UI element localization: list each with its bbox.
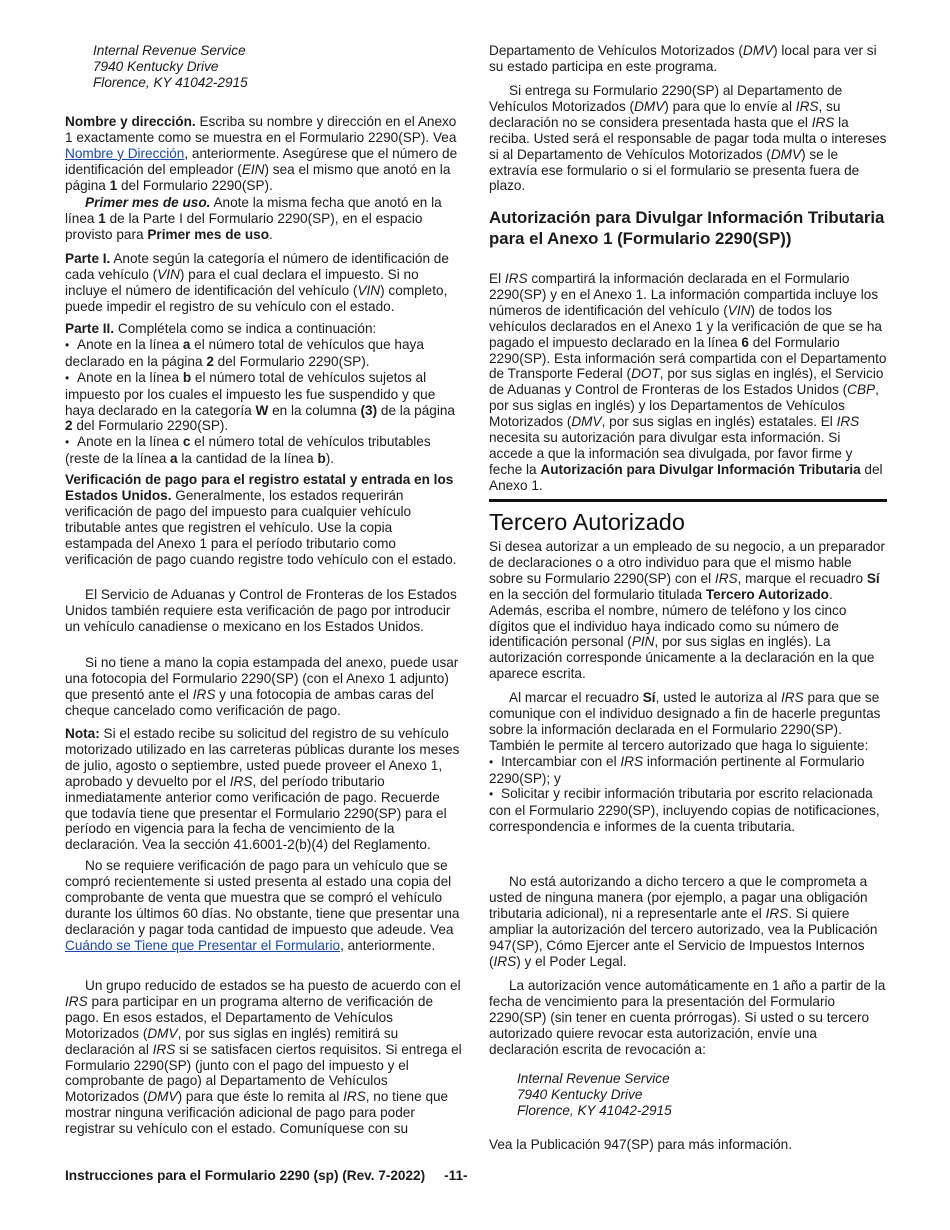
text-run: , marque el recuadro	[737, 570, 867, 586]
text-run: la reciba. Usted será el responsable de pagar toda multa o intereses si al Departamento de Vehículos Motorizados (	[489, 114, 887, 162]
text-run: ) completo, puede impedir el registro de su vehículo con el estado.	[65, 282, 448, 314]
text-run: la cantidad de la línea	[177, 451, 318, 467]
text-run: . Además, escriba el nombre, número de teléfono y los cinco dígitos que el individuo haya indicado como su número de identificación personal (	[489, 586, 847, 650]
text-run: Anote la misma fecha que anotó en la línea	[65, 195, 442, 226]
paragraph-vea-publicacion: Vea la Publicación 947(SP) para más información.	[489, 1137, 792, 1152]
text-run: Si no tiene a mano la copia estampada del anexo, puede usar una fotocopia del Formulario 2290(SP) (con el Anexo 1 adjunto) que presentó ante el	[65, 655, 459, 702]
list-item	[65, 370, 463, 435]
text-run: ) para el cual declara el impuesto. Si no incluye el número de identificación del vehículo (	[65, 266, 419, 298]
text-run: Al marcar el recuadro	[509, 690, 643, 705]
text-run: 6	[741, 334, 749, 350]
text-run: c	[182, 434, 191, 450]
text-run: Generalmente, los estados requerirán verificación de pago del impuesto para cualquier vehículo tributable antes que registren el vehículo. Use la copia estampada del Anexo 1 para el período tributario como verificación de pago cuando registre todo vehículo con el estado.	[65, 487, 457, 567]
text-run: ) sea el mismo que anotó en la página	[65, 161, 451, 193]
page-number: -11-	[444, 1168, 468, 1183]
text-run: compartirá la información declarada en el Formulario 2290(SP) y en el Anexo 1. La información compartida incluye los números de identificación del vehículo (	[489, 271, 879, 318]
list-item	[489, 754, 887, 787]
text-run: del Anexo 1.	[489, 461, 883, 493]
paragraph-aduanas: El Servicio de Aduanas y Control de Fronteras de los Estados Unidos también requiere esta verificación de pago por introducir un vehículo canadiense o mexicano en los Estados Unidos.	[65, 587, 457, 634]
text-run: necesita su autorización para divulgar esta información. Si accede a que la información sea divulgada, por favor firme y feche la	[489, 430, 853, 477]
text-run: , del período tributario inmediatamente anterior como verificación de pago. Recuerde que todavía tiene que presentar el Formulario 2290(SP) para el período en vigencia para la fecha de vencimiento de la declaración. Vea la sección 41.6001-2(b)(4) del Reglamento.	[65, 773, 447, 853]
paragraph-grupo-estados	[65, 978, 463, 1137]
text-run: IRS	[765, 905, 789, 921]
text-run: IRS	[229, 773, 253, 789]
text-run: , anteriormente.	[340, 937, 436, 953]
text-run: , anteriormente. Asegúrese que el número de identificación del empleador (	[65, 145, 458, 177]
text-run: Anote según la categoría el número de identificación de cada vehículo (	[65, 251, 449, 282]
text-run: el número total de vehículos que haya declarado en la página	[65, 336, 424, 369]
text-run: , por sus siglas en inglés), el Servicio de Aduanas y Control de Fronteras de los Estados Unidos (	[489, 366, 884, 398]
text-run: IRS	[795, 98, 819, 114]
paragraph-primer-mes	[65, 195, 463, 243]
paragraph-tercero	[489, 539, 887, 682]
text-run: No se requiere verificación de pago para un vehículo que se compró recientemente si usted presenta al estado una copia del comprobante de venta que muestra que se compró el vehículo durante los últimos 60 días. No obstante, tiene que presentar una declaración y pagar toda cantidad de impuesto que adeude. Vea	[65, 858, 460, 937]
irs-address-block	[65, 43, 463, 91]
paragraph-autorizacion	[489, 271, 887, 494]
text-run: ) de todos los vehículos declarados en el Anexo 1 y la verificación de que se ha pagado el impuesto declarado en la línea	[489, 302, 882, 350]
text-run: ) y el Poder Legal.	[516, 953, 627, 969]
text-run: DMV	[742, 43, 774, 58]
text-run: IRS	[192, 686, 216, 702]
text-run: Primer mes de uso	[147, 226, 269, 242]
text-run: información pertinente al Formulario 2290(SP); y	[489, 753, 865, 786]
text-run: DMV	[147, 1089, 178, 1105]
text-run: Anote en la línea	[77, 336, 183, 352]
paragraph-marcar	[489, 690, 887, 754]
address-line: 7940 Kentucky Drive	[517, 1086, 643, 1102]
section-divider	[489, 499, 887, 502]
section-marcar	[489, 690, 887, 835]
text-run: VIN	[357, 282, 381, 298]
text-run: IRS	[493, 953, 517, 969]
paragraph-nota	[65, 726, 463, 853]
list-item	[65, 337, 463, 370]
text-run: PIN	[631, 634, 655, 650]
text-run: del Formulario 2290(SP).	[117, 177, 273, 193]
paragraph-parte-i	[65, 251, 463, 315]
run-title: Nota:	[65, 726, 100, 741]
text-run: Si entrega su Formulario 2290(SP) al Departamento de Vehículos Motorizados (	[489, 83, 843, 114]
text-run: Anote en la línea	[77, 369, 183, 385]
text-run: b	[317, 451, 326, 467]
paragraph-no-autorizando	[489, 874, 887, 969]
text-run: de la página	[377, 402, 455, 418]
text-run: del Formulario 2290(SP).	[213, 353, 370, 369]
text-run: Intercambiar con el	[501, 753, 621, 769]
paragraph-entrega	[489, 83, 887, 194]
heading-tercero-autorizado: Tercero Autorizado	[489, 509, 685, 535]
paragraph-parte-ii	[65, 321, 463, 337]
text-run: , su declaración no se considera presentada hasta que el	[489, 98, 841, 130]
text-run: el número total de vehículos sujetos al impuesto por los cuales el impuesto les fue suspendido y que haya declarado en la categoría	[65, 369, 436, 418]
list-item: • Solicitar y recibir información tributaria por escrito relacionada con el Formulario 2290(SP), incluyendo copias de notificaciones, correspondencia e informes de la cuenta tributaria.	[489, 786, 887, 835]
text-run: W	[255, 402, 269, 418]
text-run: Anote en la línea	[77, 434, 183, 450]
text-run: 2	[65, 418, 73, 434]
text-run: Autorización para Divulgar Información Tributaria	[540, 461, 861, 477]
address-line: Internal Revenue Service	[517, 1071, 670, 1086]
text-run: (3)	[360, 402, 378, 418]
text-run: Complétela como se indica a continuación:	[114, 321, 377, 336]
text-run: IRS	[504, 271, 528, 286]
text-run: IRS	[152, 1041, 176, 1057]
text-run: . Si quiere ampliar la autorización del tercero autorizado, vea la Publicación 947(SP), Cómo Ejercer ante el Servicio de Impuestos Internos (	[489, 905, 878, 969]
text-run: si se satisfacen ciertos requisitos. Si entrega el Formulario 2290(SP) (junto con el pago del impuesto y el comprobante de pago) al Departamento de Vehículos Motorizados (	[65, 1041, 462, 1105]
run-title: Parte I.	[65, 251, 111, 266]
run-title: Nombre y dirección.	[65, 114, 196, 129]
text-run: , usted le autoriza al	[655, 690, 782, 705]
text-run: 1	[109, 177, 118, 193]
text-run: DOT	[631, 366, 660, 382]
list-item	[65, 434, 463, 467]
text-run: No está autorizando a dicho tercero a que le comprometa a usted de ninguna manera (por ejemplo, a pagar una obligación tributaria adicional), ni a representarle ante el	[489, 874, 868, 921]
text-run: Departamento de Vehículos Motorizados (	[489, 43, 743, 58]
text-run: en la sección del formulario titulada	[489, 586, 706, 602]
address-line: Florence, KY 41042-2915	[517, 1102, 672, 1118]
text-run: para participar en un programa alterno de verificación de pago. En esos estados, el Departamento de Vehículos Motorizados (	[65, 993, 433, 1041]
footer-title: Instrucciones para el Formulario 2290 (sp) (Rev. 7-2022)	[65, 1168, 426, 1183]
paragraph-vence: La autorización vence automáticamente en 1 año a partir de la fecha de vencimiento para la presentación del Formulario 2290(SP) (sin tener en cuenta prórrogas). Si usted o su tercero autorizado quiere revocar esta autorización, envíe una declaración escrita de revocación a:	[489, 978, 886, 1057]
text-run: EIN	[241, 161, 265, 177]
text-run: IRS	[343, 1089, 366, 1105]
address-line: 7940 Kentucky Drive	[93, 58, 219, 74]
text-run: DMV	[770, 146, 802, 162]
link-cuando-presentar[interactable]: Cuándo se Tiene que Presentar el Formulario	[65, 937, 341, 953]
run-title: Primer mes de uso.	[85, 195, 211, 210]
section-parte-ii	[65, 321, 463, 467]
text-run: DMV	[147, 1025, 178, 1041]
paragraph-dmv-cont	[489, 43, 887, 75]
text-run: El	[489, 271, 505, 286]
text-run: VIN	[157, 266, 180, 282]
text-run: y una fotocopia de ambas caras del cheque cancelado como verificación de pago.	[65, 686, 434, 718]
text-run: IRS	[781, 690, 804, 705]
text-run: ).	[325, 451, 335, 467]
text-run: CBP	[847, 382, 876, 398]
heading-autorizacion-divulgar: Autorización para Divulgar Información Tributaria para el Anexo 1 (Formulario 2290(SP))	[489, 208, 885, 248]
address-line: Florence, KY 41042-2915	[93, 74, 248, 90]
text-run: ) para que éste lo remita al	[177, 1089, 344, 1105]
paragraph-verificacion	[65, 472, 463, 567]
text-run: , no tiene que mostrar ninguna verificación adicional de pago para poder registrar su vehículo con el estado. Comuníquese con su	[65, 1089, 449, 1137]
text-run: DMV	[634, 98, 665, 114]
paragraph-copia	[65, 655, 463, 719]
text-run: , por sus siglas en inglés) y los Departamentos de Vehículos Motorizados (	[489, 382, 879, 430]
text-run: IRS	[65, 993, 88, 1009]
paragraph-no-se-requiere	[65, 858, 463, 953]
text-run: Si el estado recibe su solicitud del registro de su vehículo motorizado utilizado en las carreteras públicas durante los meses de julio, agosto o septiembre, usted puede proveer el Anexo 1, aprobado y devuelto por el	[65, 726, 460, 789]
text-run: b	[182, 369, 192, 385]
text-run: .	[269, 226, 273, 242]
text-run: de la Parte I del Formulario 2290(SP), en el espacio provisto para	[65, 210, 423, 242]
text-run: Escriba su nombre y dirección en el Anexo 1 exactamente como se muestra en el Formulario 2290(SP). Vea	[65, 114, 457, 145]
run-title: Verificación de pago para el registro estatal y entrada en los Estados Unidos.	[65, 472, 454, 503]
text-run: Tercero Autorizado	[705, 586, 829, 602]
text-run: IRS	[714, 570, 738, 586]
page-footer	[65, 1167, 565, 1185]
text-run: del Formulario 2290(SP).	[72, 418, 229, 434]
text-run: , por sus siglas en inglés) estatales. El	[601, 414, 837, 430]
text-run: en la columna	[268, 402, 361, 418]
text-run: Si desea autorizar a un empleado de su negocio, a un preparador de declaraciones o a otro individuo para que el mismo hable sobre su Formulario 2290(SP) con el	[489, 539, 885, 586]
text-run: IRS	[620, 753, 644, 769]
text-run: para que se comunique con el individuo designado a fin de hacerle preguntas sobre la información declarada en el Formulario 2290(SP). También le permite al tercero autorizado que haga lo siguiente:	[489, 690, 881, 753]
text-run: ) se le extravía ese formulario o si el formulario se presenta fuera de plazo.	[489, 146, 860, 194]
text-run: 1	[98, 210, 106, 226]
text-run: VIN	[727, 302, 751, 318]
text-run: ) local para ver si su estado participa en este programa.	[489, 43, 877, 74]
address-line: Internal Revenue Service	[93, 43, 246, 58]
text-run: a	[170, 451, 178, 467]
text-run: el número total de vehículos tributables (reste de la línea	[65, 434, 431, 467]
link-nombre-y-direccion[interactable]: Nombre y Dirección	[65, 145, 185, 161]
text-run: Sí	[642, 690, 656, 705]
paragraph-nombre	[65, 114, 463, 194]
text-run: Un grupo reducido de estados se ha puesto de acuerdo con el	[85, 978, 461, 993]
text-run: IRS	[836, 414, 860, 430]
text-run: , por sus siglas en inglés) remitirá su declaración al	[65, 1025, 399, 1057]
run-title: Parte II.	[65, 321, 115, 336]
text-run: IRS	[811, 114, 835, 130]
text-run: DMV	[571, 414, 602, 430]
text-run: del Formulario 2290(SP). Esta información será compartida con el Departamento de Transporte Federal (	[489, 334, 887, 382]
text-run: ) para que lo envíe al	[664, 98, 796, 114]
irs-address-block	[489, 1071, 887, 1119]
text-run: a	[182, 336, 191, 352]
text-run: , por sus siglas en inglés). La autorización corresponde únicamente a la declaración en la que aparece escrita.	[489, 634, 875, 682]
text-run: 2	[206, 353, 214, 369]
text-run: Sí	[866, 570, 880, 586]
